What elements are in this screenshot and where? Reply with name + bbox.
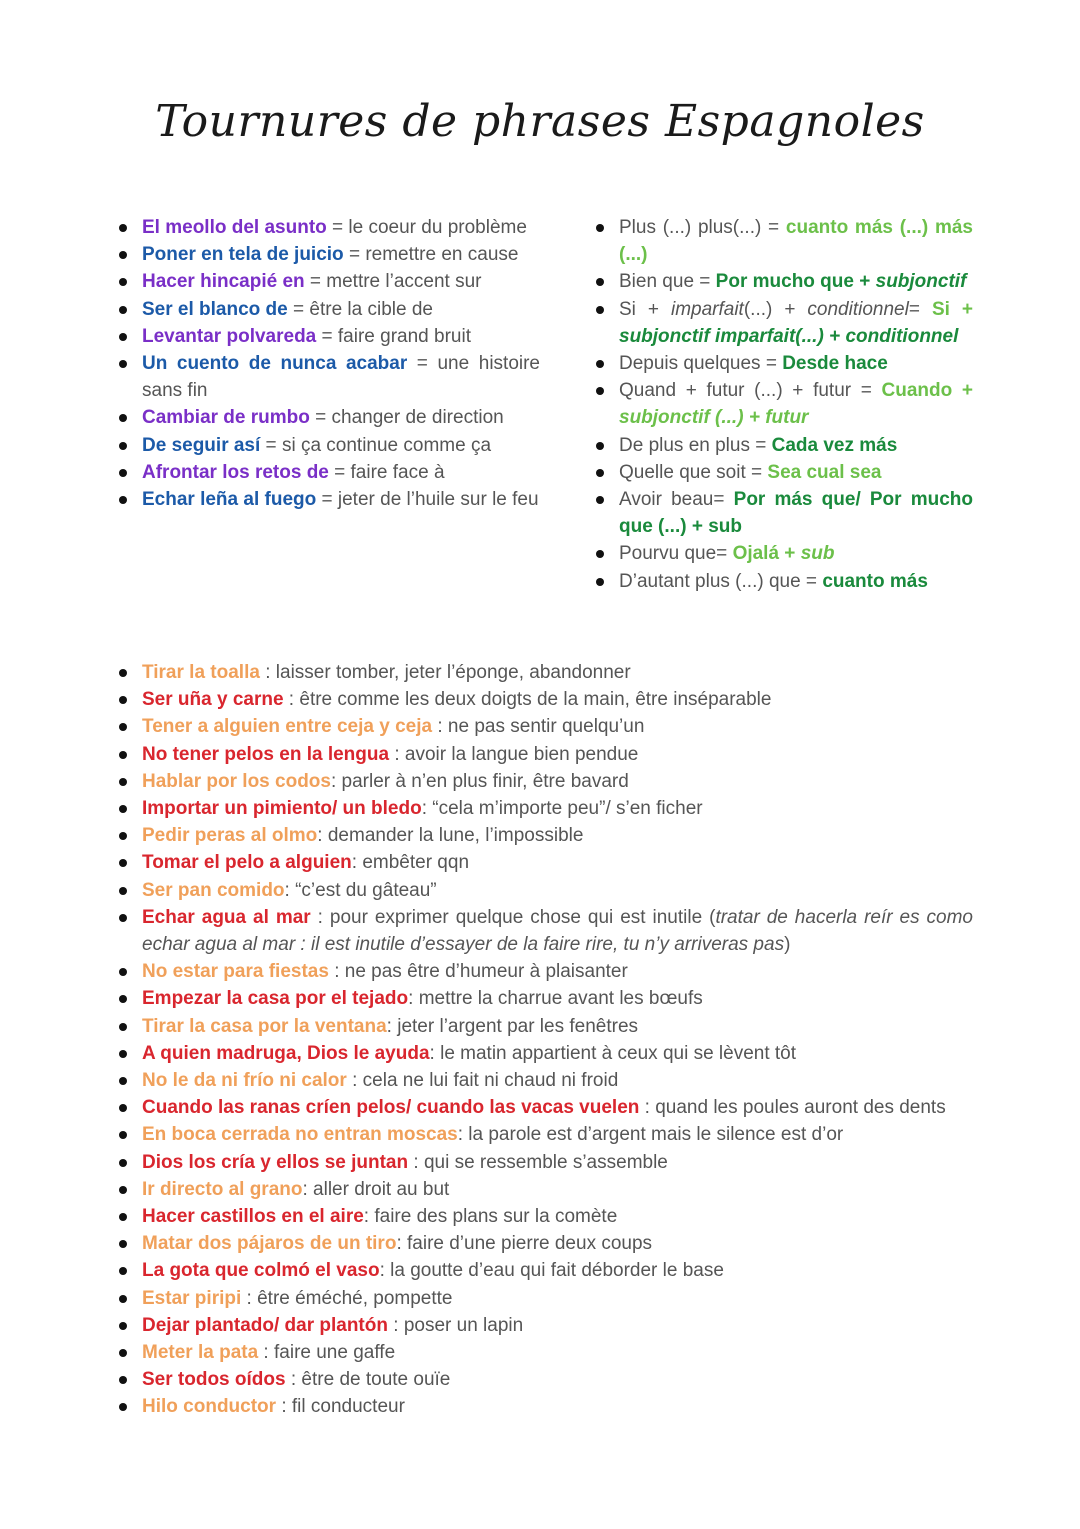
list-item: Dios los cría y ellos se juntan : qui se ressemble s’assemble	[114, 1149, 973, 1176]
idiom-definition: la parole est d’argent mais le silence est d’or	[468, 1124, 844, 1146]
spanish-structure: cuanto más	[822, 570, 928, 592]
list-item: Un cuento de nunca acabar = une histoire sans fin	[114, 350, 540, 404]
idiom-term: En boca cerrada no entran moscas	[142, 1124, 458, 1146]
list-item: Pedir peras al olmo: demander la lune, l’impossible	[114, 822, 973, 849]
list-item: Ser uña y carne : être comme les deux doigts de la main, être inséparable	[114, 686, 973, 713]
list-item: Meter la pata : faire une gaffe	[114, 1339, 973, 1366]
idiom-term: Empezar la casa por el tejado	[142, 988, 409, 1010]
expression-definition: le coeur du problème	[348, 217, 527, 238]
idiom-definition: “cela m’importe peu”/ s’en ficher	[432, 798, 703, 820]
idiom-term: Estar piripi	[142, 1287, 242, 1309]
list-item: Ser todos oídos : être de toute ouïe	[114, 1366, 973, 1393]
list-item: Bien que = Por mucho que + subjonctif	[591, 268, 973, 295]
expression-definition: remettre en cause	[365, 244, 519, 266]
idiom-definition: quand les poules auront des dents	[655, 1097, 946, 1119]
expression-definition: faire grand bruit	[337, 325, 471, 347]
idiom-term: Dios los cría y ellos se juntan	[142, 1151, 409, 1173]
expression-term: Cambiar de rumbo	[142, 407, 310, 429]
idiom-definition: ne pas sentir quelqu’un	[447, 716, 645, 738]
list-item: Matar dos pájaros de un tiro: faire d’une pierre deux coups	[114, 1230, 973, 1257]
idiom-term: Importar un pimiento/ un bledo	[142, 798, 422, 820]
expression-term: Levantar polvareda	[142, 325, 317, 347]
idiom-definition: demander la lune, l’impossible	[327, 825, 584, 847]
expression-definition: faire face à	[350, 461, 445, 483]
list-item: Echar agua al mar : pour exprimer quelque chose qui est inutile (tratar de hacerla reír es como echar agua al mar : il est inutile d’essayer de la faire rire, tu n’y arriveras pas)	[114, 904, 973, 958]
list-item: Empezar la casa por el tejado: mettre la charrue avant les bœufs	[114, 985, 973, 1012]
idiom-term: Tirar la toalla	[142, 662, 260, 683]
idiom-term: Ser uña y carne	[142, 689, 284, 711]
idiom-definition: faire une gaffe	[274, 1342, 396, 1364]
list-item: La gota que colmó el vaso: la goutte d’eau qui fait déborder le base	[114, 1257, 973, 1284]
list-item: El meollo del asunto = le coeur du problème	[114, 214, 540, 241]
idioms-list	[114, 659, 973, 1421]
list-item: Hablar por los codos: parler à n’en plus finir, être bavard	[114, 768, 973, 795]
spanish-structure: Si +	[931, 298, 973, 320]
list-item: D’autant plus (...) que = cuanto más	[591, 568, 973, 595]
grammar-list-right	[591, 214, 973, 595]
idiom-example: tratar de hacerla reír es como echar agua al mar : il est inutile d’essayer de la faire rire, tu n’y arriveras pas	[142, 906, 973, 956]
list-item: En boca cerrada no entran moscas: la parole est d’argent mais le silence est d’or	[114, 1121, 973, 1148]
list-item: Poner en tela de juicio = remettre en cause	[114, 241, 540, 268]
list-item: Tomar el pelo a alguien: embêter qqn	[114, 849, 973, 876]
idiom-definition: embêter qqn	[362, 852, 470, 874]
idiom-definition: jeter l’argent par les fenêtres	[397, 1015, 639, 1037]
expression-term: Echar leña al fuego	[142, 489, 317, 511]
idiom-term: Hacer castillos en el aire	[142, 1206, 364, 1228]
expression-definition: jeter de l’huile sur le feu	[337, 489, 539, 511]
page-title: Tournures de phrases Espagnoles	[155, 96, 925, 147]
list-item: De plus en plus = Cada vez más	[591, 432, 973, 459]
list-item: Estar piripi : être éméché, pompette	[114, 1285, 973, 1312]
idiom-definition: cela ne lui fait ni chaud ni froid	[362, 1070, 619, 1092]
list-item: Avoir beau= Por más que/ Por mucho que (...) + sub	[591, 486, 973, 540]
list-item: Plus (...) plus(...) = cuanto más (...) más (...)	[591, 214, 973, 268]
idiom-definition: laisser tomber, jeter l’éponge, abandonner	[275, 662, 631, 683]
idiom-definition: qui se ressemble s’assemble	[423, 1151, 668, 1173]
idiom-definition: ne pas être d’humeur à plaisanter	[344, 961, 628, 983]
idiom-term: Hablar por los codos	[142, 770, 331, 792]
list-item: Dejar plantado/ dar plantón : poser un lapin	[114, 1312, 973, 1339]
spanish-structure: Cada vez más	[771, 434, 898, 456]
list-item: Hilo conductor : fil conducteur	[114, 1393, 973, 1420]
list-item: Quand + futur (...) + futur = Cuando + subjonctif (...) + futur	[591, 377, 973, 431]
list-item: Cambiar de rumbo = changer de direction	[114, 404, 540, 431]
list-item: De seguir así = si ça continue comme ça	[114, 432, 540, 459]
list-item: Afrontar los retos de = faire face à	[114, 459, 540, 486]
idiom-term: No estar para fiestas	[142, 961, 329, 983]
spanish-structure: Ojalá +	[732, 543, 801, 565]
idiom-definition: pour exprimer quelque chose qui est inutile (	[329, 906, 716, 928]
expression-term: Un cuento de nunca acabar	[142, 353, 408, 375]
idiom-term: Meter la pata	[142, 1342, 259, 1364]
list-item: Depuis quelques = Desde hace	[591, 350, 973, 377]
idiom-term: No le da ni frío ni calor	[142, 1070, 347, 1092]
idiom-definition: le matin appartient à ceux qui se lèvent tôt	[440, 1042, 797, 1064]
idiom-definition: la goutte d’eau qui fait déborder le base	[390, 1260, 724, 1282]
list-item: Tirar la toalla : laisser tomber, jeter l’éponge, abandonner	[114, 659, 973, 686]
list-item: Ser el blanco de = être la cible de	[114, 296, 540, 323]
idiom-definition: poser un lapin	[403, 1314, 524, 1336]
spanish-structure: Desde hace	[782, 353, 888, 375]
list-item: Ser pan comido: “c’est du gâteau”	[114, 877, 973, 904]
idiom-definition: mettre la charrue avant les bœufs	[418, 988, 703, 1010]
expression-term: El meollo del asunto	[142, 217, 327, 238]
list-item: Hacer hincapié en = mettre l’accent sur	[114, 268, 540, 295]
expression-definition: être la cible de	[309, 298, 433, 320]
idiom-definition: faire des plans sur la comète	[374, 1206, 618, 1228]
expressions-list-left	[114, 214, 540, 513]
expression-definition: mettre l’accent sur	[326, 271, 482, 293]
spanish-structure: Cuando +	[881, 380, 973, 402]
expression-definition: changer de direction	[331, 407, 504, 429]
list-item: Tener a alguien entre ceja y ceja : ne pas sentir quelqu’un	[114, 713, 973, 740]
list-item: A quien madruga, Dios le ayuda: le matin appartient à ceux qui se lèvent tôt	[114, 1040, 973, 1067]
list-item: Echar leña al fuego = jeter de l’huile sur le feu	[114, 486, 540, 513]
idiom-term: Pedir peras al olmo	[142, 825, 318, 847]
list-item: Ir directo al grano: aller droit au but	[114, 1176, 973, 1203]
list-item: Importar un pimiento/ un bledo: “cela m’importe peu”/ s’en ficher	[114, 795, 973, 822]
expression-term: Hacer hincapié en	[142, 271, 305, 293]
list-item: No tener pelos en la lengua : avoir la langue bien pendue	[114, 741, 973, 768]
expression-term: Afrontar los retos de	[142, 461, 329, 483]
expression-term: Ser el blanco de	[142, 298, 288, 320]
list-item: Quelle que soit = Sea cual sea	[591, 459, 973, 486]
idiom-definition: être de toute ouïe	[301, 1369, 451, 1391]
idiom-definition: “c’est du gâteau”	[295, 879, 437, 901]
list-item: Pourvu que= Ojalá + sub	[591, 540, 973, 567]
spanish-structure: Por mucho que +	[715, 271, 876, 293]
idiom-term: No tener pelos en la lengua	[142, 743, 390, 765]
spanish-structure: Sea cual sea	[767, 461, 882, 483]
expression-term: Poner en tela de juicio	[142, 244, 344, 266]
idiom-term: A quien madruga, Dios le ayuda	[142, 1042, 430, 1064]
idiom-term: Echar agua al mar	[142, 906, 311, 928]
spanish-structure: Por más que/ Por mucho que (...) + sub	[619, 489, 973, 538]
idiom-term: Tener a alguien entre ceja y ceja	[142, 716, 433, 738]
idiom-term: Matar dos pájaros de un tiro	[142, 1233, 397, 1255]
idiom-definition: aller droit au but	[313, 1178, 450, 1200]
expression-definition: si ça continue comme ça	[281, 434, 492, 456]
list-item: No estar para fiestas : ne pas être d’humeur à plaisanter	[114, 958, 973, 985]
expression-term: De seguir así	[142, 434, 261, 456]
idiom-definition: avoir la langue bien pendue	[404, 743, 639, 765]
idiom-term: Cuando las ranas críen pelos/ cuando las vacas vuelen	[142, 1097, 640, 1119]
list-item: Tirar la casa por la ventana: jeter l’argent par les fenêtres	[114, 1013, 973, 1040]
idiom-definition: faire d’une pierre deux coups	[407, 1233, 653, 1255]
idiom-term: Hilo conductor	[142, 1396, 277, 1418]
idiom-term: Dejar plantado/ dar plantón	[142, 1314, 388, 1336]
idiom-definition: être éméché, pompette	[257, 1287, 453, 1309]
list-item: Levantar polvareda = faire grand bruit	[114, 323, 540, 350]
expression-definition: une histoire sans fin	[142, 353, 540, 402]
idiom-term: La gota que colmó el vaso	[142, 1260, 380, 1282]
list-item: Si + imparfait(...) + conditionnel= Si + subjonctif imparfait(...) + conditionnel	[591, 296, 973, 350]
idiom-term: Ser pan comido	[142, 879, 285, 901]
idiom-term: Tirar la casa por la ventana	[142, 1015, 387, 1037]
idiom-term: Ir directo al grano	[142, 1178, 303, 1200]
idiom-definition: parler à n’en plus finir, être bavard	[341, 770, 629, 792]
idiom-term: Tomar el pelo a alguien	[142, 852, 352, 874]
spanish-structure: cuanto más (...) más (...)	[619, 217, 973, 266]
idiom-definition: fil conducteur	[291, 1396, 405, 1418]
list-item: Hacer castillos en el aire: faire des plans sur la comète	[114, 1203, 973, 1230]
list-item: No le da ni frío ni calor : cela ne lui fait ni chaud ni froid	[114, 1067, 973, 1094]
idiom-term: Ser todos oídos	[142, 1369, 286, 1391]
idiom-definition: être comme les deux doigts de la main, être inséparable	[299, 689, 772, 711]
list-item: Cuando las ranas críen pelos/ cuando las vacas vuelen : quand les poules auront des dents	[114, 1094, 973, 1121]
